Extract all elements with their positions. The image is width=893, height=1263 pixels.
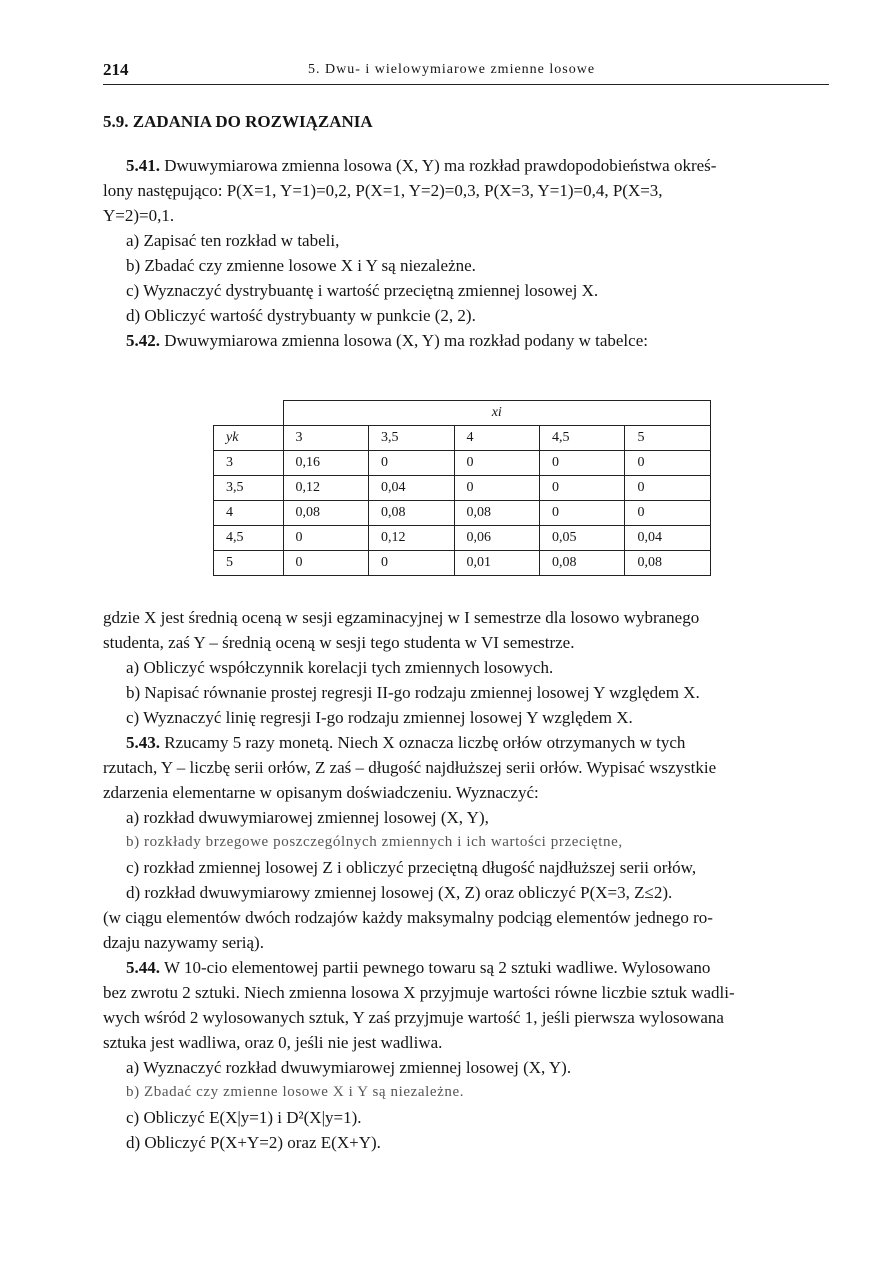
section-title: 5.9. ZADANIA DO ROZWIĄZANIA — [103, 112, 373, 131]
table-row — [214, 501, 711, 526]
problem-44-line-1 — [103, 955, 827, 980]
problem-42-after-2: studenta, zaś Y – średnią oceną w sesji tego studenta w VI semestrze. — [103, 633, 575, 652]
probability-cell: 0,08 — [454, 501, 539, 526]
problem-42-number: 5.42. — [126, 331, 160, 350]
problem-44-item-d: d) Obliczyć P(X+Y=2) oraz E(X+Y). — [126, 1133, 381, 1152]
x-value-cell: 3,5 — [369, 426, 454, 451]
problem-41-item-d: d) Obliczyć wartość dystrybuanty w punkcie (2, 2). — [126, 306, 476, 325]
probability-cell: 0,16 — [283, 451, 368, 476]
running-head: 5. Dwu- i wielowymiarowe zmienne losowe — [308, 62, 596, 77]
probability-cell: 0,12 — [369, 526, 454, 551]
problem-42-line-1 — [103, 328, 827, 353]
table-row — [214, 476, 711, 501]
x-value-cell: 4 — [454, 426, 539, 451]
problem-44-item-a: a) Wyznaczyć rozkład dwuwymiarowej zmiennej losowej (X, Y). — [126, 1058, 572, 1077]
x-value-cell: 5 — [625, 426, 711, 451]
problem-41-line-1 — [103, 153, 827, 178]
problem-43-item-a: a) rozkład dwuwymiarowej zmiennej losowej (X, Y), — [126, 808, 489, 827]
probability-cell: 0 — [454, 451, 539, 476]
problem-41-item-c: c) Wyznaczyć dystrybuantę i wartość przeciętną zmiennej losowej X. — [126, 281, 599, 300]
problem-44-intro-1: W 10-cio elementowej partii pewnego towaru są 2 sztuki wadliwe. Wylosowano — [163, 958, 711, 977]
probability-cell: 0,08 — [625, 551, 711, 576]
probability-cell: 0 — [283, 526, 368, 551]
problem-44-item-b: b) Zbadać czy zmienne losowe X i Y są niezależne. — [126, 1084, 465, 1100]
table-row — [214, 526, 711, 551]
probability-cell: 0 — [625, 451, 711, 476]
y-value-cell: 3,5 — [214, 476, 284, 501]
problem-42-item-c: c) Wyznaczyć linię regresji I-go rodzaju zmiennej losowej Y względem X. — [126, 708, 633, 727]
table-header-row — [214, 401, 711, 426]
table-row — [214, 551, 711, 576]
problem-42-intro: Dwuwymiarowa zmienna losowa (X, Y) ma rozkład podany w tabelce: — [164, 331, 648, 350]
page-header — [103, 60, 829, 84]
y-value-cell: 4,5 — [214, 526, 284, 551]
problem-43-note-2: dzaju nazywamy serią). — [103, 933, 264, 952]
table-column-header-row — [214, 426, 711, 451]
probability-cell: 0 — [539, 476, 624, 501]
problem-42-after-1: gdzie X jest średnią oceną w sesji egzaminacyjnej w I semestrze dla losowo wybranego — [103, 608, 700, 627]
problem-43-intro-1: Rzucamy 5 razy monetą. Niech X oznacza liczbę orłów otrzymanych w tych — [164, 733, 686, 752]
y-value-cell: 3 — [214, 451, 284, 476]
probability-cell: 0,01 — [454, 551, 539, 576]
x-value-cell: 3 — [283, 426, 368, 451]
problem-43-note-1: (w ciągu elementów dwóch rodzajów każdy maksymalny podciąg elementów jednego ro- — [103, 908, 713, 927]
header-rule — [103, 84, 829, 85]
problem-44-intro-4: sztuka jest wadliwa, oraz 0, jeśli nie jest wadliwa. — [103, 1033, 443, 1052]
probability-cell: 0 — [283, 551, 368, 576]
problem-43-intro-2: rzutach, Y – liczbę serii orłów, Z zaś – długość najdłuższej serii orłów. Wypisać wszystkie — [103, 758, 717, 777]
problem-43-number: 5.43. — [126, 733, 160, 752]
problem-41-item-a: a) Zapisać ten rozkład w tabeli, — [126, 231, 340, 250]
probability-cell: 0 — [625, 476, 711, 501]
probability-cell: 0,12 — [283, 476, 368, 501]
problem-43-item-c: c) rozkład zmiennej losowej Z i obliczyć przeciętną długość najdłuższej serii orłów, — [126, 858, 697, 877]
probability-cell: 0,08 — [283, 501, 368, 526]
problem-43-item-d: d) rozkład dwuwymiarowy zmiennej losowej (X, Z) oraz obliczyć P(X=3, Z≤2). — [126, 883, 673, 902]
probability-cell: 0 — [369, 551, 454, 576]
probability-cell: 0 — [625, 501, 711, 526]
problem-41-number: 5.41. — [126, 156, 160, 175]
y-label-cell: yk — [214, 426, 284, 451]
problem-41-intro-2: lony następująco: P(X=1, Y=1)=0,2, P(X=1, Y=2)=0,3, P(X=3, Y=1)=0,4, P(X=3, — [103, 181, 663, 200]
probability-cell: 0 — [539, 501, 624, 526]
probability-cell: 0,04 — [369, 476, 454, 501]
problem-41-item-b: b) Zbadać czy zmienne losowe X i Y są niezależne. — [126, 256, 476, 275]
problem-41-intro-1: Dwuwymiarowa zmienna losowa (X, Y) ma rozkład prawdopodobieństwa okreś- — [164, 156, 717, 175]
x-label-cell: xi — [283, 401, 710, 426]
problem-44-number: 5.44. — [126, 958, 160, 977]
probability-cell: 0 — [539, 451, 624, 476]
y-value-cell: 4 — [214, 501, 284, 526]
problem-43-item-b: b) rozkłady brzegowe poszczególnych zmiennych i ich wartości przeciętne, — [126, 834, 623, 850]
problems-41-42-block — [103, 153, 827, 353]
probability-cell: 0,08 — [539, 551, 624, 576]
x-value-cell: 4,5 — [539, 426, 624, 451]
probability-cell: 0 — [369, 451, 454, 476]
problem-44-item-c: c) Obliczyć E(X|y=1) i D²(X|y=1). — [126, 1108, 362, 1127]
problem-43-line-1 — [103, 730, 827, 755]
distribution-table — [213, 400, 711, 576]
page-number: 214 — [103, 60, 129, 79]
problem-42-item-a: a) Obliczyć współczynnik korelacji tych zmiennych losowych. — [126, 658, 554, 677]
problems-42-44-block — [103, 605, 827, 1155]
probability-cell: 0 — [454, 476, 539, 501]
problem-41-intro-3: Y=2)=0,1. — [103, 206, 175, 225]
probability-cell: 0,04 — [625, 526, 711, 551]
problem-43-intro-3: zdarzenia elementarne w opisanym doświadczeniu. Wyznaczyć: — [103, 783, 539, 802]
problem-44-intro-3: wych wśród 2 wylosowanych sztuk, Y zaś przyjmuje wartość 1, jeśli pierwsza wylosowana — [103, 1008, 724, 1027]
table-row — [214, 451, 711, 476]
probability-cell: 0,06 — [454, 526, 539, 551]
table-corner — [214, 401, 284, 426]
probability-cell: 0,05 — [539, 526, 624, 551]
problem-42-item-b: b) Napisać równanie prostej regresji II-go rodzaju zmiennej losowej Y względem X. — [126, 683, 700, 702]
probability-cell: 0,08 — [369, 501, 454, 526]
y-value-cell: 5 — [214, 551, 284, 576]
problem-44-intro-2: bez zwrotu 2 sztuki. Niech zmienna losowa X przyjmuje wartości równe liczbie sztuk wadli- — [103, 983, 735, 1002]
